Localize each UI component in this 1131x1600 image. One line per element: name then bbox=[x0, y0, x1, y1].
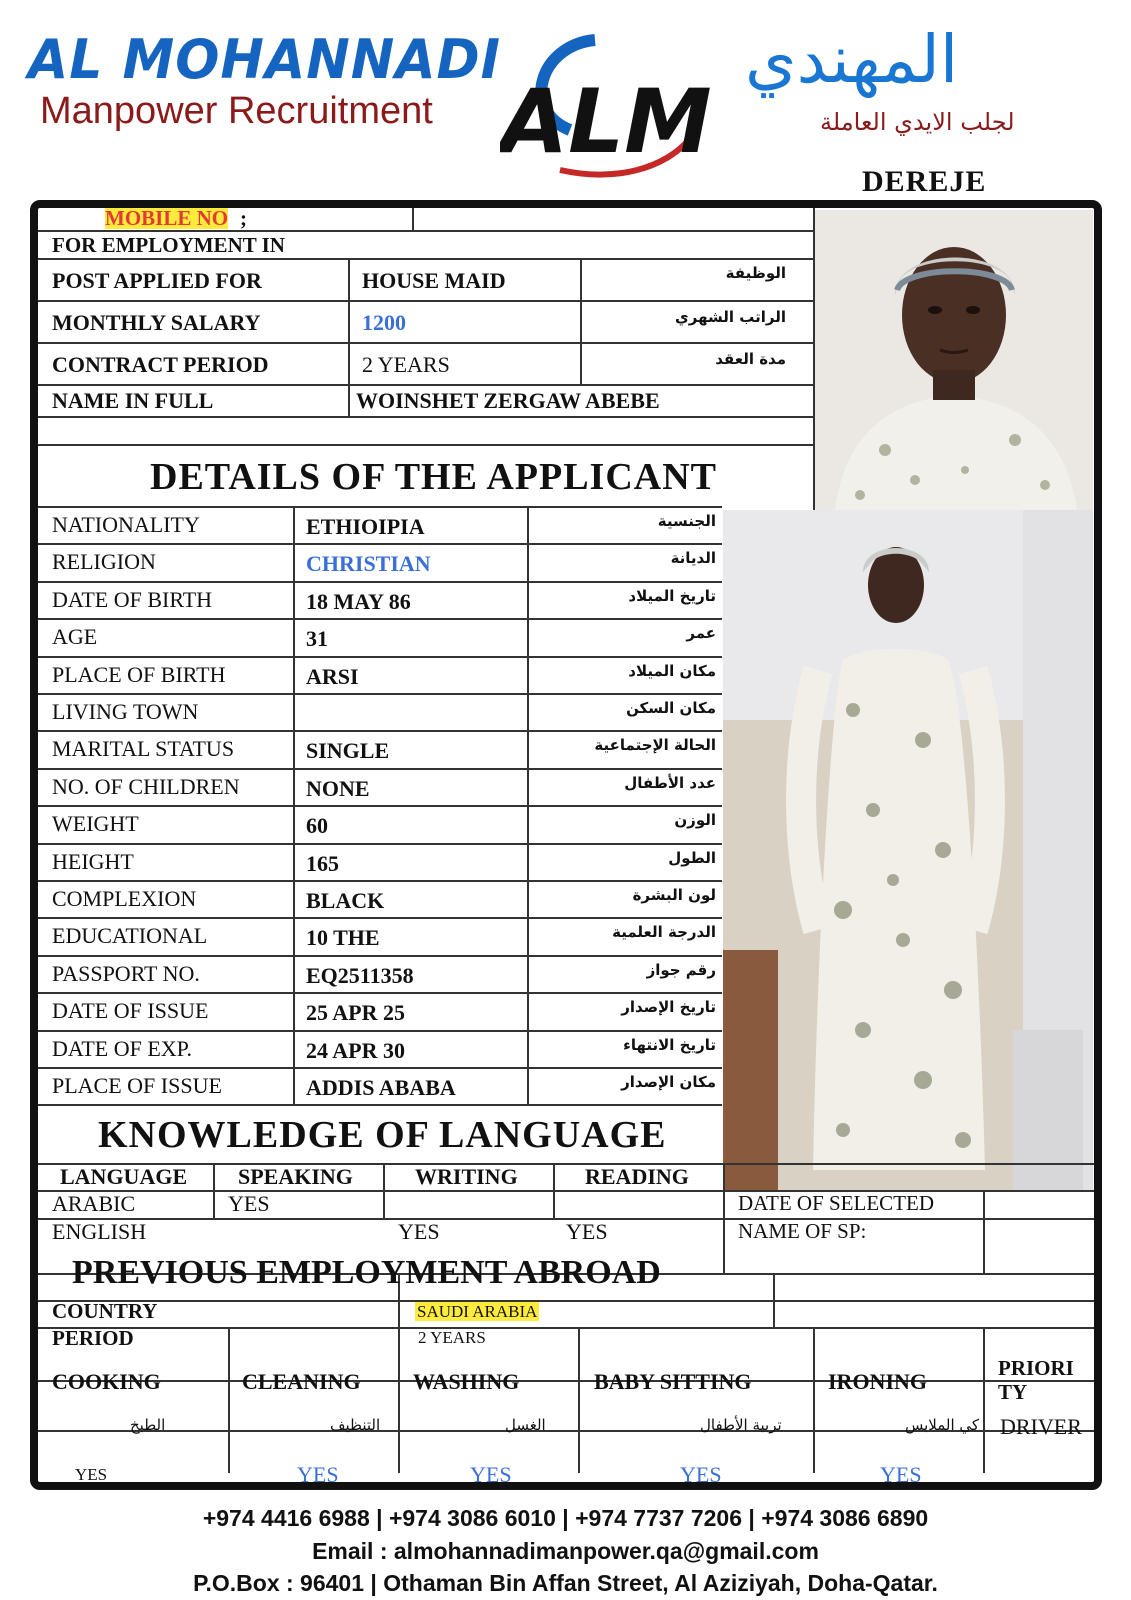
row-divider bbox=[38, 656, 722, 658]
detail-value: SINGLE bbox=[306, 738, 390, 763]
salary-label: MONTHLY SALARY bbox=[52, 310, 261, 335]
detail-label: PLACE OF ISSUE bbox=[52, 1073, 222, 1098]
detail-label-arabic: رقم جواز bbox=[646, 961, 716, 979]
row-divider bbox=[38, 1030, 722, 1032]
skill-header-baby-sitting: BABY SITTING bbox=[594, 1369, 752, 1394]
detail-label-arabic: تاريخ الإصدار bbox=[621, 998, 716, 1016]
skill-arabic-baby-sitting: تربية الأطفال bbox=[700, 1416, 782, 1434]
skill-header-cleaning: CLEANING bbox=[242, 1369, 361, 1394]
lang-english-writing: YES bbox=[398, 1219, 440, 1244]
alm-logo bbox=[500, 20, 730, 180]
post-label-arabic: الوظيفة bbox=[725, 264, 786, 282]
detail-value: 25 APR 25 bbox=[306, 1000, 405, 1025]
name-value: WOINSHET ZERGAW ABEBE bbox=[356, 388, 660, 413]
row-divider bbox=[38, 581, 722, 583]
skill-header-washing: WASHING bbox=[413, 1369, 520, 1394]
detail-value: 60 bbox=[306, 813, 328, 838]
row-divider bbox=[38, 618, 722, 620]
detail-label-arabic: تاريخ الانتهاء bbox=[623, 1036, 716, 1054]
detail-label: LIVING TOWN bbox=[52, 699, 199, 724]
lang-arabic-label: ARABIC bbox=[52, 1191, 136, 1216]
row-divider bbox=[38, 730, 722, 732]
detail-value: EQ2511358 bbox=[306, 963, 414, 988]
skill-arabic-cleaning: التنظيف bbox=[330, 1416, 381, 1434]
priority-value: DRIVER bbox=[1000, 1414, 1082, 1439]
skill-header-ironing: IRONING bbox=[828, 1369, 928, 1394]
applicant-full-body-photo bbox=[723, 510, 1093, 1190]
detail-label: WEIGHT bbox=[52, 811, 139, 836]
detail-label-arabic: عدد الأطفال bbox=[624, 774, 716, 792]
detail-label: DATE OF BIRTH bbox=[52, 587, 213, 612]
mobile-label: MOBILE NO bbox=[105, 206, 229, 230]
skill-answer-washing: YES bbox=[470, 1462, 512, 1487]
detail-label-arabic: مكان السكن bbox=[626, 699, 716, 717]
footer-phones: +974 4416 6988 | +974 3086 6010 | +974 7737 7206 | +974 3086 6890 bbox=[202, 1505, 929, 1531]
salary-label-arabic: الراتب الشهري bbox=[675, 308, 786, 326]
contract-label-arabic: مدة العقد bbox=[715, 350, 786, 368]
row-divider bbox=[38, 768, 722, 770]
detail-label-arabic: الوزن bbox=[674, 811, 716, 829]
language-title: KNOWLEDGE OF LANGUAGE bbox=[98, 1114, 667, 1156]
skill-arabic-cooking: الطبخ bbox=[130, 1416, 166, 1434]
skill-answer-cooking: YES bbox=[75, 1465, 108, 1484]
detail-value: 10 THE bbox=[306, 925, 380, 950]
detail-label: PASSPORT NO. bbox=[52, 961, 200, 986]
agent-name: DEREJE bbox=[862, 165, 987, 198]
lang-header-language: LANGUAGE bbox=[60, 1164, 188, 1189]
row-divider bbox=[38, 693, 722, 695]
lang-header-reading: READING bbox=[585, 1164, 689, 1189]
skill-answer-ironing: YES bbox=[880, 1462, 922, 1487]
detail-label: EDUCATIONAL bbox=[52, 923, 208, 948]
detail-label-arabic: مكان الميلاد bbox=[628, 662, 716, 680]
detail-value: CHRISTIAN bbox=[306, 551, 431, 576]
detail-label-arabic: مكان الإصدار bbox=[621, 1073, 716, 1091]
detail-label: DATE OF ISSUE bbox=[52, 998, 209, 1023]
detail-label-arabic: لون البشرة bbox=[632, 886, 716, 904]
lang-header-speaking: SPEAKING bbox=[238, 1164, 353, 1189]
row-divider bbox=[38, 880, 722, 882]
skill-answer-cleaning: YES bbox=[297, 1462, 339, 1487]
detail-value: BLACK bbox=[306, 888, 385, 913]
row-divider bbox=[38, 543, 722, 545]
lang-english-label: ENGLISH bbox=[52, 1219, 147, 1244]
detail-label: DATE OF EXP. bbox=[52, 1036, 192, 1061]
detail-label: NATIONALITY bbox=[52, 512, 200, 537]
detail-label: PLACE OF BIRTH bbox=[52, 662, 226, 687]
post-label: POST APPLIED FOR bbox=[52, 268, 262, 293]
previous-title: PREVIOUS EMPLOYMENT ABROAD bbox=[72, 1254, 661, 1291]
details-title: DETAILS OF THE APPLICANT bbox=[150, 456, 718, 498]
detail-value: ARSI bbox=[306, 664, 359, 689]
detail-value: NONE bbox=[306, 776, 370, 801]
row-divider bbox=[38, 992, 722, 994]
detail-value: 165 bbox=[306, 851, 339, 876]
lang-english-reading: YES bbox=[566, 1219, 608, 1244]
row-divider bbox=[38, 955, 722, 957]
detail-label: AGE bbox=[52, 624, 98, 649]
contract-value: 2 YEARS bbox=[362, 352, 450, 377]
detail-value: ADDIS ABABA bbox=[306, 1075, 456, 1100]
row-divider bbox=[38, 843, 722, 845]
lang-arabic-speaking: YES bbox=[228, 1191, 270, 1216]
detail-label: COMPLEXION bbox=[52, 886, 197, 911]
date-selected-label: DATE OF SELECTED bbox=[738, 1191, 934, 1215]
detail-label-arabic: عمر bbox=[686, 624, 716, 642]
skill-arabic-washing: الغسل bbox=[505, 1416, 546, 1434]
brand-name: AL MOHANNADI bbox=[28, 28, 501, 92]
detail-label-arabic: الديانة bbox=[670, 549, 716, 567]
row-divider bbox=[38, 1067, 722, 1069]
employment-label: FOR EMPLOYMENT IN bbox=[52, 233, 285, 257]
row-divider bbox=[38, 1104, 722, 1106]
brand-subtitle: Manpower Recruitment bbox=[40, 90, 433, 132]
name-label: NAME IN FULL bbox=[52, 388, 214, 413]
salary-value: 1200 bbox=[362, 310, 406, 335]
footer-email: Email : almohannadimanpower.qa@gmail.com bbox=[312, 1538, 819, 1564]
country-label: COUNTRY bbox=[52, 1299, 158, 1323]
mobile-separator: ; bbox=[240, 206, 247, 230]
period-value: 2 YEARS bbox=[418, 1328, 486, 1347]
detail-label-arabic: تاريخ الميلاد bbox=[628, 587, 716, 605]
detail-label-arabic: الطول bbox=[668, 849, 716, 867]
contract-label: CONTRACT PERIOD bbox=[52, 352, 269, 377]
detail-value: ETHIOIPIA bbox=[306, 514, 425, 539]
row-divider bbox=[38, 917, 722, 919]
detail-value: 31 bbox=[306, 626, 328, 651]
footer-address: P.O.Box : 96401 | Othaman Bin Affan Street, Al Aziziyah, Doha-Qatar. bbox=[193, 1570, 938, 1596]
detail-label-arabic: الجنسية bbox=[657, 512, 716, 530]
brand-subtitle-arabic: لجلب الايدي العاملة bbox=[820, 108, 1015, 136]
period-label: PERIOD bbox=[52, 1326, 134, 1350]
sponsor-label: NAME OF SP: bbox=[738, 1219, 867, 1243]
detail-label-arabic: الدرجة العلمية bbox=[612, 923, 716, 941]
skill-answer-baby-sitting: YES bbox=[680, 1462, 722, 1487]
detail-value: 24 APR 30 bbox=[306, 1038, 405, 1063]
detail-value: 18 MAY 86 bbox=[306, 589, 411, 614]
lang-header-writing: WRITING bbox=[415, 1164, 518, 1189]
skill-header-cooking: COOKING bbox=[52, 1369, 161, 1394]
row-divider bbox=[38, 805, 722, 807]
detail-label-arabic: الحالة الإجتماعية bbox=[594, 736, 716, 754]
country-value: SAUDI ARABIA bbox=[417, 1302, 538, 1321]
detail-label: NO. OF CHILDREN bbox=[52, 774, 240, 799]
detail-label: MARITAL STATUS bbox=[52, 736, 235, 761]
skill-header-priority: PRIORI TY bbox=[998, 1356, 1074, 1405]
svg-text:ALM: ALM bbox=[500, 70, 712, 173]
post-value: HOUSE MAID bbox=[362, 268, 506, 293]
detail-label: HEIGHT bbox=[52, 849, 134, 874]
skill-arabic-ironing: كي الملابس bbox=[905, 1416, 980, 1434]
brand-name-arabic: المهندي bbox=[745, 21, 959, 98]
detail-label: RELIGION bbox=[52, 549, 156, 574]
applicant-portrait-photo bbox=[815, 210, 1093, 510]
